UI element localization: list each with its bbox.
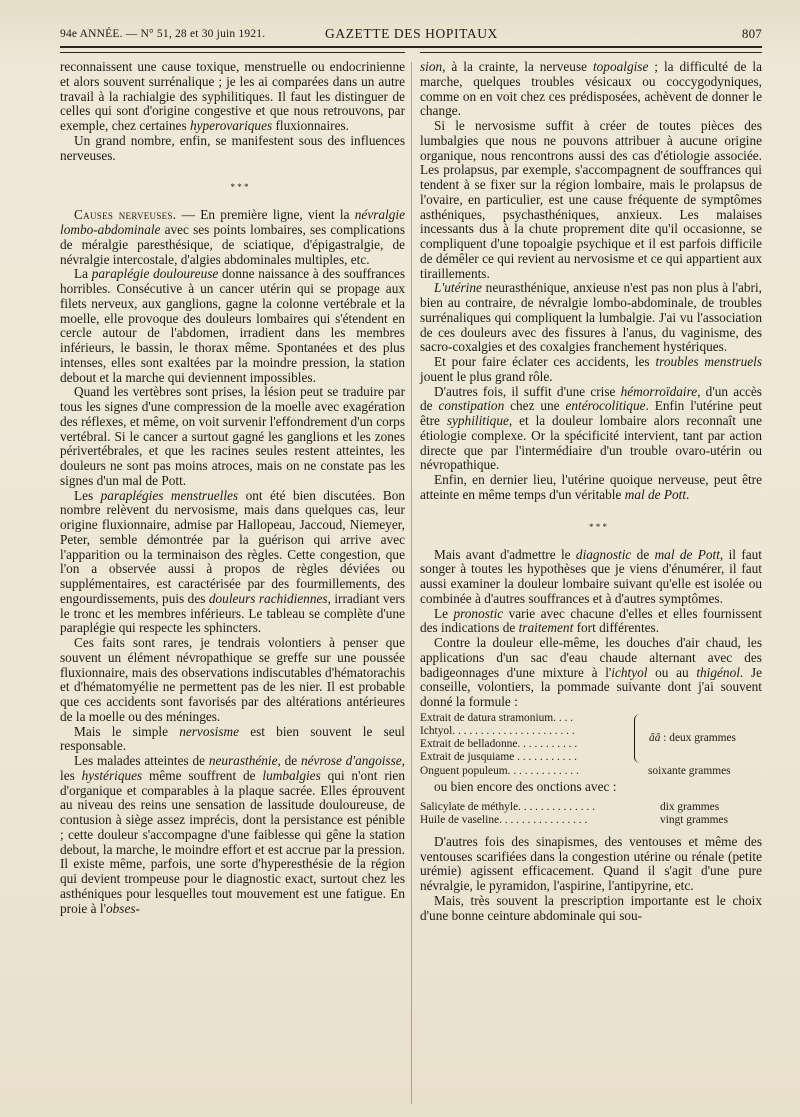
header-rule (60, 46, 762, 48)
journal-title: GAZETTE DES HOPITAUX (325, 26, 498, 41)
paragraph: Mais le simple nervosisme est bien souvent le seul responsable. (60, 723, 405, 754)
left-column (60, 60, 405, 916)
formula-ingredient: Extrait de datura stramonium. . . . (420, 711, 574, 724)
paragraph: La paraplégie douloureuse donne naissance à des souffrances horribles. Consécutive à un cancer utérin qui se propage aux filets nerveux, aux ganglions, gagne la colonne vertébrale et la moelle, elle provoque des douleurs lombaires qui s'étendent en cercle autour de l'abdomen, irradient dans les membres inférieurs, le bassin, le thorax même. Spontanées et des plus intenses, elles sont exaltées par la moindre pression, la station debout et la marche qui deviennent impossibles. (60, 266, 405, 385)
paragraph: Causes nerveuses. — En première ligne, vient la névralgie lombo-abdominale avec ses points lombaires, ses complications de méralgie paresthésique, de sciatique, d'épigastralgie, de névralgie intercostale, d'algies abdominales multiples, etc. (60, 207, 405, 267)
right-column-rule (420, 52, 762, 53)
paragraph: sion, à la crainte, la nerveuse topoalgise ; la difficulté de la marche, quelques troubles vésicaux ou coccygodyniques, comme on en voit chez ces prédisposées, achèvent de donner le change. (420, 59, 762, 119)
paragraph: Contre la douleur elle-même, les douches d'air chaud, les applications d'un sac d'eau chaude alternant avec des badigeonnages d'une mixture à l'ichtyol ou au thigénol. Je conseille, volontiers, la pommade suivante dont j'ai souvent donné la formule : (420, 635, 762, 709)
left-column-rule (60, 52, 405, 53)
formula-ingredient: Huile de vaseline. . . . . . . . . . . . . . . . (420, 813, 588, 826)
column-divider (411, 62, 412, 1104)
paragraph: Enfin, en dernier lieu, l'utérine quoique nerveuse, peut être atteinte en même temps d'un véritable mal de Pott. (420, 472, 762, 502)
formula-dose: soixante grammes (648, 764, 731, 777)
paragraph: L'utérine neurasthénique, anxieuse n'est pas non plus à l'abri, bien au contraire, de névralgie lombo-abdominale, de troubles surrénaliques qui compliquent la lumbalgie. J'ai vu l'association de ces douleurs avec des fissures à l'anus, du vaginisme, des sacro-coxalgies et des coxalgies franchement hystériques. (420, 280, 762, 355)
paragraph: Et pour faire éclater ces accidents, les troubles menstruels jouent le plus grand rôle. (420, 354, 763, 384)
right-column (420, 60, 762, 923)
page-number: 807 (741, 26, 762, 41)
paragraph: Ces faits sont rares, je tendrais volontiers à penser que souvent un élément névropathique se greffe sur une poussée fluxionnaire, mais des observations indiscutables d'hématorachis et d'hématomyélie ne permettent pas de les nier. Il est probable que ces accidents sont favorisés par des altérations antérieures de la moelle ou des méninges. (60, 635, 405, 724)
paragraph: Le pronostic varie avec chacune d'elles et elles fournissent des indications de traitement fort différentes. (420, 605, 762, 636)
section-heading: Causes nerveuses. (74, 207, 177, 223)
page-header (60, 22, 762, 44)
formula-ingredient: Extrait de belladonne. . . . . . . . . . . (420, 738, 578, 751)
formula-dose: vingt grammes (660, 813, 729, 826)
paragraph: D'autres fois des sinapismes, des ventouses et même des ventouses scarifiées dans la congestion utérine ou rénale (petite urémie) agissent efficacement. Quand il s'agit d'une pure névralgie, le pyramidon, l'aspirine, l'antipyrine, etc. (420, 833, 762, 894)
paragraph: reconnaissent une cause toxique, menstruelle ou endocrinienne et alors souvent surrénalique ; je les ai comparées dans un autre travail à la rachialgie des syphilitiques. Il faut les distinguer de celles qui sont d'origine congestive et que nous retrouvons, par exemple, chez certaines hyperovariques fluxionnaires. (60, 59, 405, 133)
formula-group (420, 712, 762, 765)
paragraph: Les paraplégies menstruelles ont été bien discutées. Bon nombre relèvent du nervosisme, mais dans quelques cas, leur origine fluxionnaire, admise par Hallopeau, Jaccoud, Niemeyer, Peter, semble démontrée par la guérison qui arrive avec l'apparition ou la terminaison des règles. Cette congestion, que l'on a observée aussi à propos de règles déviées ou supplémentaires, est caractérisée par des fourmillements, des engourdissements, puis des douleurs rachidiennes, irradiant vers le tronc et les membres inférieurs. Le tableau se complète d'une paraplégie qui respecte les sphincters. (60, 487, 405, 636)
paragraph: Les malades atteintes de neurasthénie, de névrose d'angoisse, les hystériques même souffrent de lumbalgies qui n'ont rien d'organique et comparables à la plaque sacrée. Elles éprouvent au niveau des reins une sensation de lassitude douloureuse, de contusion à siège assez imprécis, dont la persistance est pénible ; cette douleur s'accompagne d'une faiblesse qui gêne la station debout, la marche, le moindre effort et est accrue par la pression. Il existe même, parfois, une sorte d'hyperesthésie de la région qui devient trompeuse pour le diagnostic exact, surtout chez les asthéniques pour lesquelles tout mouvement est une fatigue. En proie à l'obses- (60, 753, 405, 916)
formula-ingredient: Extrait de jusquiame . . . . . . . . . . . (420, 751, 577, 764)
brace (634, 714, 645, 763)
issue-info: 94e ANNÉE. — N° 51, 28 et 30 juin 1921. (60, 28, 266, 40)
paragraph: ou bien encore des onctions avec : (434, 778, 617, 794)
paragraph: Mais avant d'admettre le diagnostic de mal de Pott, il faut songer à toutes les hypothèses que je viens d'énumérer, il faut aussi examiner la douleur lombaire suivant qu'elle est isolée ou combinée à d'autres souffrances et à d'autres symptômes. (420, 546, 762, 606)
formula-ingredient: Onguent populeum. . . . . . . . . . . . . (420, 764, 579, 777)
formula-dose: ââ : deux grammes (649, 731, 736, 744)
paragraph: Mais, très souvent la prescription importante est le choix d'une bonne ceinture abdominale qui sou- (420, 892, 762, 923)
paragraph: Si le nervosisme suffit à créer de toutes pièces des lumbalgies que nous ne pouvons attribuer à aucune origine organique, nous rencontrons aussi des cas d'étiologie associée. Les prolapsus, par exemple, s'accompagnent de souffrances qui tendent à se fixer sur la région lombaire, mais le prolapsus de l'ovaire, en particulier, est une cause fréquente de symptômes asthéniques, psychasthéniques, anxieux. Les malaises incessants dus à la chute proprement dite qu'il occasionne, se compliquent d'une topoalgie psychique et il est parfois difficile de démêler ce qui revient au nervosisme et ce qui appartient aux tiraillements. (420, 118, 762, 281)
section-separator: * * * (589, 521, 607, 532)
formula-ingredient: Ichtyol. . . . . . . . . . . . . . . . . . . . . . (420, 724, 575, 737)
paragraph: D'autres fois, il suffit d'une crise hémorroïdaire, d'un accès de constipation chez une entérocolitique. Enfin l'utérine peut être syphilitique, et la douleur lombaire alors reconnaît une étiologie complexe. Or la spécificité intervient, tant par action directe que par l'intermédiaire d'un trouble ovaro-utérin ou névropathique. (420, 383, 763, 473)
formula-ingredient: Salicylate de méthyle. . . . . . . . . . . . . . (420, 800, 595, 813)
prescription-formula (420, 712, 762, 778)
section-separator: * * * (230, 182, 249, 193)
paragraph: Un grand nombre, enfin, se manifestent sous des influences nerveuses. (60, 132, 405, 163)
prescription-formula (420, 801, 762, 827)
paragraph: Quand les vertèbres sont prises, la lésion peut se traduire par tous les signes d'une compression de la moelle avec exagération des réflexes, et même, on voit survenir l'effondrement d'un corps vertébral. Si le cancer a surtout gagné les ganglions et les zones périvertébrales, et que les racines seules restent atteintes, les douleurs ne sont pas moins atroces, mais on ne constate pas les signes d'un mal de Pott. (60, 384, 405, 488)
formula-dose: dix grammes (660, 800, 720, 813)
